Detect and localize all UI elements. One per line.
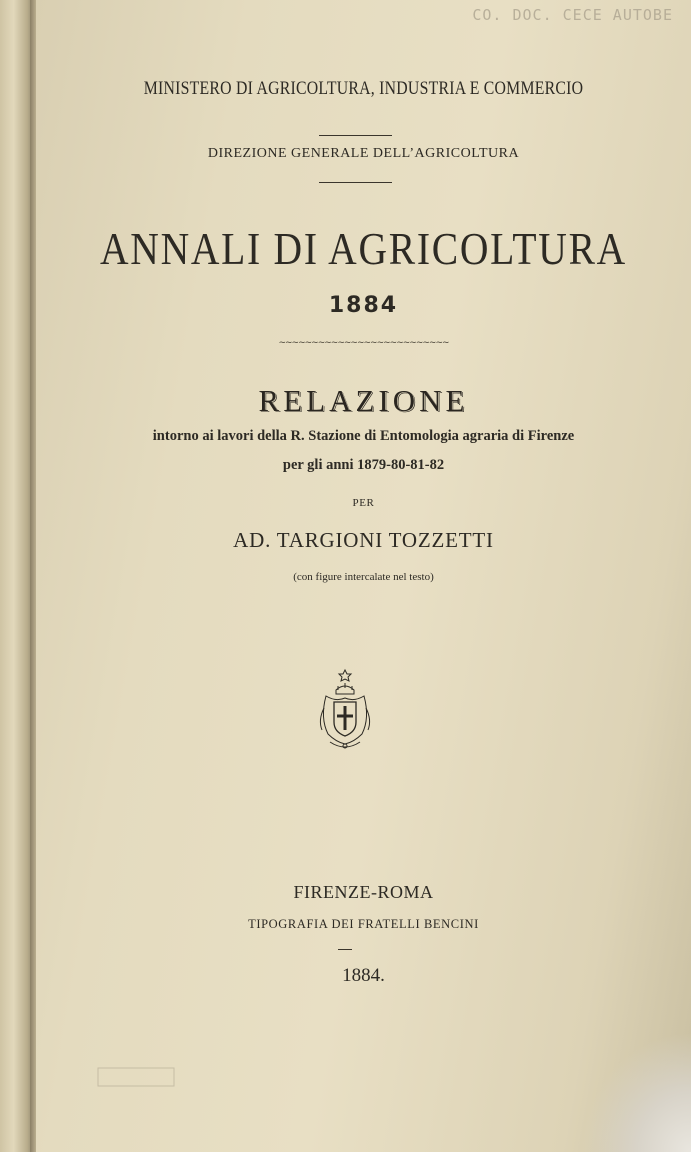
royal-coat-of-arms-icon xyxy=(316,668,374,752)
book-binding xyxy=(0,0,34,1152)
imprint-printer: TIPOGRAFIA DEI FRATELLI BENCINI xyxy=(248,917,479,931)
divider-rule xyxy=(319,135,392,136)
library-stamp: CO. DOC. CECE AUTOBE xyxy=(472,6,673,24)
ministry-heading: MINISTERO DI AGRICOLTURA, INDUSTRIA E COMMERCIO xyxy=(143,78,584,99)
imprint-year: 1884. xyxy=(342,965,385,986)
page-corner-shadow xyxy=(581,1032,691,1152)
page-title: ANNALI DI AGRICOLTURA xyxy=(100,223,627,274)
divider-rule xyxy=(319,182,392,183)
title-year: 1884 xyxy=(328,293,399,318)
ornamental-rule: ~~~~~~~~~~~~~~~~~~~~~~~~~~ xyxy=(278,338,449,348)
per-label: PER xyxy=(352,497,375,509)
divider-rule xyxy=(338,949,352,950)
report-subtitle-line2: per gli anni 1879-80-81-82 xyxy=(282,457,445,473)
report-heading: RELAZIONE xyxy=(258,383,469,418)
report-subtitle-line1: intorno ai lavori della R. Stazione di Entomologia agraria di Firenze xyxy=(152,428,575,444)
faded-library-mark xyxy=(96,1066,176,1088)
imprint-city: FIRENZE-ROMA xyxy=(293,882,434,902)
direction-heading: DIREZIONE GENERALE DELL’AGRICOLTURA xyxy=(207,146,520,161)
title-page xyxy=(36,0,691,1152)
figures-note: (con figure intercalate nel testo) xyxy=(293,571,434,583)
author-name: AD. TARGIONI TOZZETTI xyxy=(233,528,494,552)
